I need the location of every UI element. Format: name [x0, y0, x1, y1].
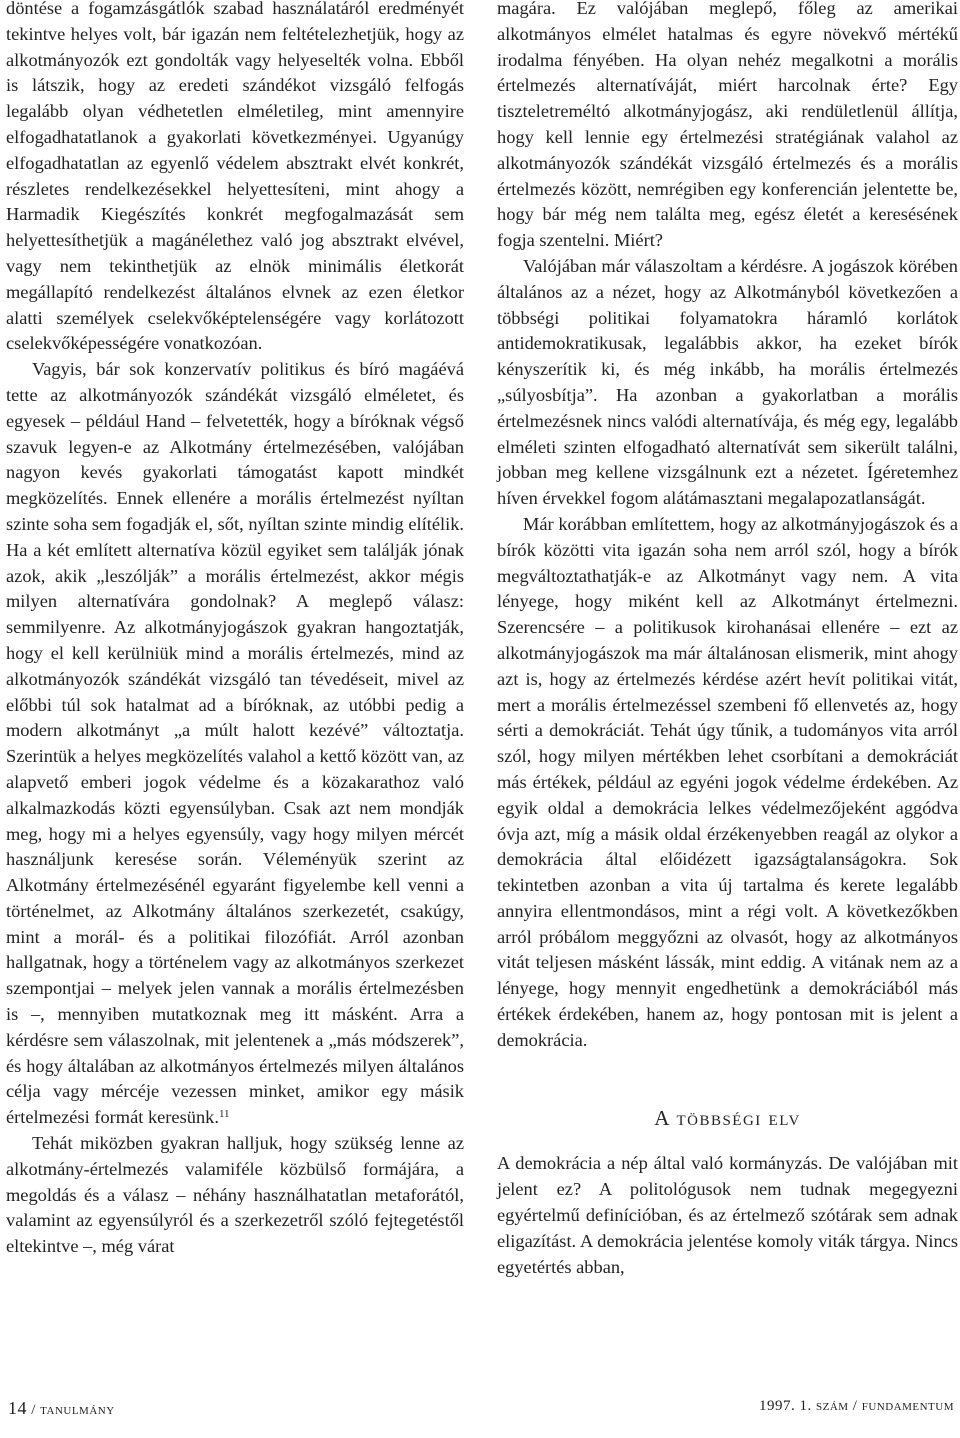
right-column	[497, 0, 958, 1280]
paragraph: magára. Ez valójában meglepő, főleg az amerikai alkotmányos elmélet hatalmas és egyre növekvő mértékű irodalma fényében. Ha olyan nehéz megalkotni a morális értelmezés alternatíváját, miért harcolnak érte? Egy tiszteletreméltó alkotmányjogász, aki rendületlenül állítja, hogy kell lennie egy értelmezési stratégiának valahol az alkotmányozók szándékát vizsgáló értelmezés és a morális értelmezés között, nemrégiben egy konferencián jelentette be, hogy bár még nem találta meg, egész életét a keresésének fogja szentelni. Miért?	[497, 0, 958, 251]
paragraph: A demokrácia a nép által való kormányzás. De valójában mit jelent ez? A politológusok nem tudnak megegyezni egyértelmű definícióban, és az értelmező szótárak sem adnak eligazítást. A demokrácia jelentése komoly viták tárgya. Nincs egyetértés abban,	[497, 1153, 958, 1277]
section-label: / tanulmány	[31, 1402, 115, 1418]
footer-left	[8, 1398, 115, 1419]
paragraph: Tehát miközben gyakran halljuk, hogy szükség lenne az alkotmány-értelmezés valamiféle közbülső formájára, a megoldás és a válasz – néhány használhatatlan metaforától, valamint az egyensúlyról és a szerkezetről szóló fejtegetéstől eltekintve –, még várat	[6, 1133, 464, 1257]
paragraph: Már korábban említettem, hogy az alkotmányjogászok és a bírók közötti vita igazán soha nem arról szól, hogy a bírók megváltoztathatják-e az Alkotmányt vagy nem. A vita lényege, hogy miként kell az Alkotmányt értelmezni. Szerencsére – a politikusok kirohanásai ellenére – ezt az alkotmányjogászok ma már általánosan elismerik, mint ahogy azt is, hogy az értelmezés kérdése azért hevít politikai vitát, mert a morális értelmezéssel szembeni fő ellenvetés az, hogy sérti a demokráciát. Tehát úgy tűnik, a tudományos vita arról szól, hogy milyen mértékben lehet csorbítani a demokráciát más értékek, például az egyéni jogok védelme érdekében. Az egyik oldal a demokrácia lelkes védelmezőjeként aggódva óvja azt, míg a másik oldal érzékenyebben reagál az olykor a demokrácia által előidézett igazságtalanságokra. Sok tekintetben azonban a vita új tartalma és kerete legalább annyira ellentmondásos, mint a régi volt. A következőkben arról próbálom meggyőzni az olvasót, hogy az alkotmányos vitát teljesen másként lássák, mint eddig. A vitának nem az a lényege, hogy mennyit engedhetünk a demokráciából más értékek érdekében, hanem az, hogy pontosan mit is jelent a demokrácia.	[497, 513, 958, 1050]
section-heading: A többségi elv	[654, 1105, 801, 1130]
paragraph: döntése a fogamzásgátlók szabad használatáról eredményét tekintve helyes volt, bár igazán nem feltételezhetjük, hogy az alkotmányozók ezt gondolták vagy helyeselték volna. Ebből is látszik, hogy az eredeti szándékot vizsgáló felfogás legalább olyan védhetetlen elméletileg, mint amennyire elfogadhatatlanok a gyakorlati következményei. Ugyanúgy elfogadhatatlan az egyenlő védelem absztrakt elvét konkrét, részletes rendelkezésekkel helyettesíteni, mint ahogy a Harmadik Kiegészítés konkrét megfogalmazását sem helyettesíthetjük a magánélethez való jog absztrakt elvével, vagy nem tekinthetjük az elnök minimális életkorát megállapító rendelkezést általános elvnek az ezen életkor alatti személyek cselekvőképtelenségére vagy korlátozott cselekvőképességére vonatkozóan.	[6, 0, 464, 354]
paragraph: Valójában már válaszoltam a kérdésre. A jogászok körében általános az a nézet, hogy az Alkotmányból következően a többségi politikai folyamatokra háramló korlátok antidemokratikusak, legalábbis akkor, ha ezeket bírók kényszerítik ki, és még inkább, ha morális értelmezés „súlyosbítja”. Ha azonban a gyakorlatban a morális értelmezésnek nincs valódi alternatívája, és még egy, legalább elméleti szinten elfogadható alternatívát sem sikerült találni, jobban meg kellene vizsgálnunk ezt a nézetet. Ígéretemhez híven érvekkel fogom alátámasztani megalapozatlanságát.	[497, 255, 958, 509]
paragraph	[6, 357, 464, 1131]
paragraph-text: Vagyis, bár sok konzervatív politikus és bíró magáévá tette az alkotmányozók szándékát vizsgáló elméletet, és egyesek – például Hand – felvetették, hogy a bíróknak végső szavuk legyen-e az Alkotmány értelmezésében, valójában nagyon kevés gyakorlati támogatást kapott mindkét megközelítés. Ennek ellenére a morális értelmezést nyíltan szinte soha sem fogadják el, sőt, nyíltan szinte mindig elítélik. Ha a két említett alternatíva közül egyiket sem találják jónak azok, akik „leszólják” a morális értelmezést, akkor mégis milyen alternatívára gondolnak? A meglepő válasz: semmilyenre. Az alkotmányjogászok gyakran hangoztatják, hogy el kell kerülniük mind a morális értelmezés, mind az alkotmányozók szándékát vizsgáló tan tévedéseit, mivel az előbbi túl sok hatalmat ad a bíróknak, az utóbbi pedig a modern alkotmányt „a múlt halott kezévé” változtatja. Szerintük a helyes megközelítés valahol a kettő között van, az alapvető emberi jogok védelme és a közakarathoz való alkalmazkodás közti egyensúlyban. Csak azt nem mondják meg, hogy mi a helyes egyensúly, vagy hogy milyen mércét használjunk keresése során. Véleményük szerint az Alkotmány értelmezésénél egyaránt figyelembe kell venni a történelmet, az Alkotmány általános szerkezetét, csakúgy, mint a morál- és a politikai filozófiát. Arról azonban hallgatnak, hogy a történelem vagy az alkotmányos szerkezet szempontjai – melyek jelen vannak a morális értelmezésben is –, mennyiben mutatkoznak meg itt másként. Arra a kérdésre sem válaszolnak, mit jelentenek a „más módszerek”, és hogy általában az alkotmányos értelmezés milyen általános célja vagy mércéje vezessen minket, amikor egy másik értelmezési formát keresünk.	[6, 359, 464, 1128]
page-number: 14	[8, 1398, 27, 1418]
footnote-marker[interactable]: 11	[218, 1108, 230, 1121]
left-column	[6, 0, 464, 1260]
issue-label: 1997. 1. szám / fundamentum	[758, 1398, 954, 1414]
